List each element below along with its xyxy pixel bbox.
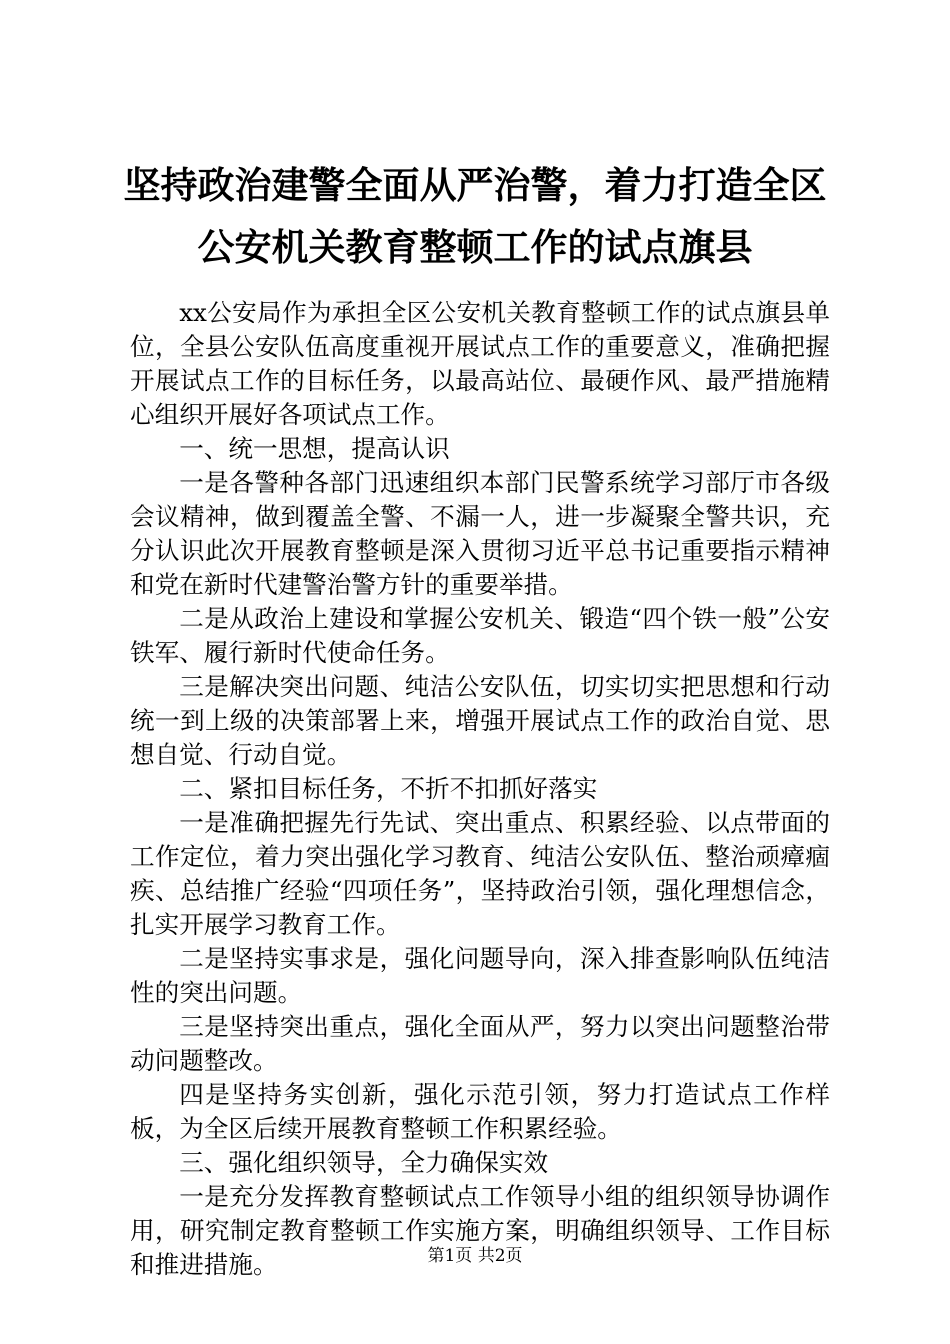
section-heading-1: 一、统一思想，提高认识 bbox=[179, 434, 450, 463]
paragraph: 二是坚持实事求是，强化问题导向，深入排查影响队伍纯洁性的突出问题。 bbox=[130, 944, 830, 1007]
document-body bbox=[130, 296, 830, 1282]
paragraph: 一是充分发挥教育整顿试点工作领导小组的组织领导协调作用，研究制定教育整顿工作实施方案，明确组织领导、工作目标和推进措施。 bbox=[130, 1182, 830, 1279]
paragraph: 三是坚持突出重点，强化全面从严，努力以突出问题整治带动问题整改。 bbox=[130, 1012, 830, 1075]
paragraph: 二是从政治上建设和掌握公安机关、锻造“四个铁一般”公安铁军、履行新时代使命任务。 bbox=[130, 604, 830, 667]
paragraph: 一是准确把握先行先试、突出重点、积累经验、以点带面的工作定位，着力突出强化学习教育、纯洁公安队伍、整治顽瘴痼疾、总结推广经验“四项任务”，坚持政治引领，强化理想信念，扎实开展学习教育工作。 bbox=[130, 808, 830, 939]
page-number-footer: 第1页 共2页 bbox=[427, 1246, 523, 1266]
section-heading-3: 三、强化组织领导，全力确保实效 bbox=[179, 1148, 549, 1177]
section-heading-2: 二、紧扣目标任务，不折不扣抓好落实 bbox=[179, 774, 598, 803]
document-title: 坚持政治建警全面从严治警，着力打造全区公安机关教育整顿工作的试点旗县 bbox=[123, 163, 827, 269]
paragraph-intro: xx公安局作为承担全区公安机关教育整顿工作的试点旗县单位，全县公安队伍高度重视开展试点工作的重要意义，准确把握开展试点工作的目标任务，以最高站位、最硬作风、最严措施精心组织开展好各项试点工作。 bbox=[130, 298, 830, 429]
paragraph: 四是坚持务实创新，强化示范引领，努力打造试点工作样板，为全区后续开展教育整顿工作积累经验。 bbox=[130, 1080, 830, 1143]
paragraph: 一是各警种各部门迅速组织本部门民警系统学习部厅市各级会议精神，做到覆盖全警、不漏一人，进一步凝聚全警共识，充分认识此次开展教育整顿是深入贯彻习近平总书记重要指示精神和党在新时代建警治警方针的重要举措。 bbox=[130, 468, 830, 599]
paragraph: 三是解决突出问题、纯洁公安队伍，切实切实把思想和行动统一到上级的决策部署上来，增强开展试点工作的政治自觉、思想自觉、行动自觉。 bbox=[130, 672, 830, 769]
